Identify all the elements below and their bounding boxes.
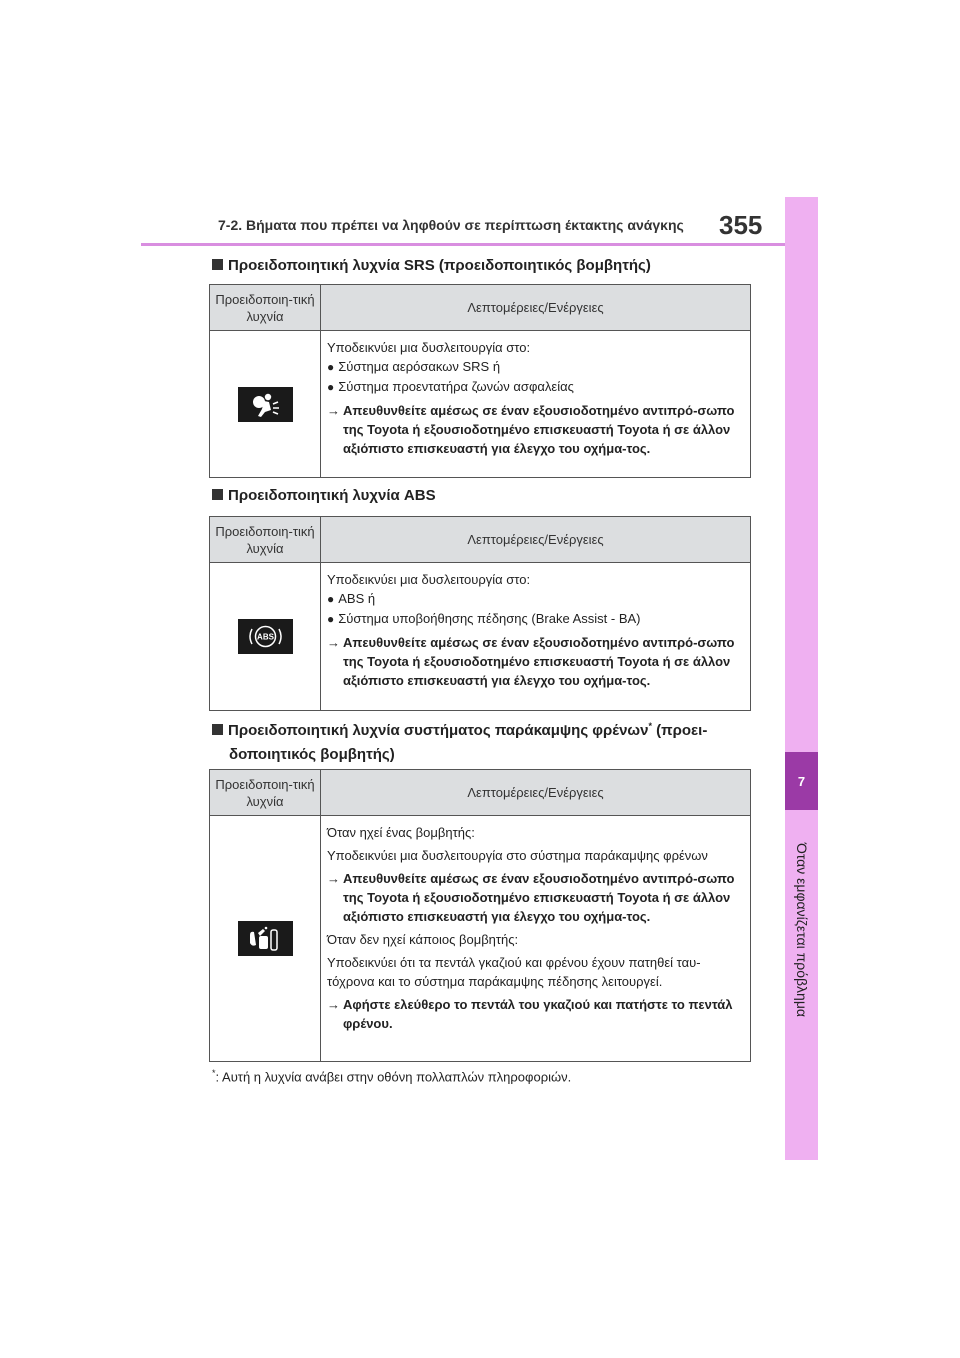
page-number: 355 (719, 210, 763, 240)
bullet-item: ● Σύστημα υποβοήθησης πέδησης (Brake Assist - BA) (327, 609, 746, 629)
column-header-warning-light: Προειδοποιη-τική λυχνία (210, 285, 321, 331)
column-header-warning-light: Προειδοποιη-τική λυχνία (210, 770, 321, 816)
abs-warning-table (209, 516, 751, 711)
section-heading-brake-override: Προειδοποιητική λυχνία συστήματος παράκαμψης φρένων* (προει- δοποιητικός βομβητής) (212, 715, 707, 766)
section-heading-abs: Προειδοποιητική λυχνία ABS (212, 485, 436, 507)
svg-text:ABS: ABS (256, 632, 274, 642)
case-text: Υποδεικνύει ότι τα πεντάλ γκαζιού και φρένου έχουν πατηθεί ταυ-τόχρονα και το σύστημα παράκαμψης πέδησης λειτουργεί. (327, 955, 701, 989)
column-header-details: Λεπτομέρειες/Ενέργειες (321, 517, 751, 563)
details-cell (321, 563, 751, 711)
header-divider (141, 243, 785, 246)
bullet-item: ● Σύστημα αερόσακων SRS ή (327, 357, 746, 377)
brake-override-warning-icon (238, 921, 293, 956)
action-text: → Απευθυνθείτε αμέσως σε έναν εξουσιοδοτημένο αντιπρό-σωπο της Toyota ή εξουσιοδοτημένο επισκευαστή Toyota ή σε άλλον αξιόπιστο επισκευαστή για έλεγχο του οχήμα-τος. (327, 635, 735, 688)
square-bullet-icon (212, 259, 223, 270)
chapter-label: Όταν εμφανίζεται πρόβλημα (794, 843, 810, 1017)
airbag-warning-icon (238, 387, 293, 422)
column-header-details: Λεπτομέρειες/Ενέργειες (321, 770, 751, 816)
column-header-details: Λεπτομέρειες/Ενέργειες (321, 285, 751, 331)
section-heading-srs: Προειδοποιητική λυχνία SRS (προειδοποιητικός βομβητής) (212, 255, 651, 277)
details-cell (321, 331, 751, 478)
intro-text: Υποδεικνύει μια δυσλειτουργία στο: (327, 572, 531, 587)
case-title: Όταν δεν ηχεί κάποιος βομβητής: (327, 932, 519, 947)
chapter-number: 7 (785, 752, 818, 810)
footnote: *: Αυτή η λυχνία ανάβει στην οθόνη πολλαπλών πληροφοριών. (212, 1068, 572, 1085)
abs-warning-icon (238, 619, 293, 654)
icon-cell (210, 331, 321, 478)
brake-override-warning-table (209, 769, 751, 1062)
icon-cell (210, 816, 321, 1062)
action-text: → Απευθυνθείτε αμέσως σε έναν εξουσιοδοτημένο αντιπρό-σωπο της Toyota ή εξουσιοδοτημένο επισκευαστή Toyota ή σε άλλον αξιόπιστο επισκευαστή για έλεγχο του οχήμα-τος. (327, 403, 735, 456)
case-title: Όταν ηχεί ένας βομβητής: (327, 825, 475, 840)
intro-text: Υποδεικνύει μια δυσλειτουργία στο: (327, 340, 531, 355)
action-text: → Απευθυνθείτε αμέσως σε έναν εξουσιοδοτημένο αντιπρό-σωπο της Toyota ή εξουσιοδοτημένο επισκευαστή Toyota ή σε άλλον αξιόπιστο επισκευαστή για έλεγχο του οχήμα-τος. (327, 871, 735, 924)
srs-warning-table (209, 284, 751, 478)
action-text: → Αφήστε ελεύθερο το πεντάλ του γκαζιού και πατήστε το πεντάλ φρένου. (327, 997, 733, 1031)
bullet-item: ● ABS ή (327, 589, 746, 609)
case-text: Υποδεικνύει μια δυσλειτουργία στο σύστημα παράκαμψης φρένων (327, 848, 708, 863)
section-title: 7-2. Βήματα που πρέπει να ληφθούν σε περίπτωση έκτακτης ανάγκης (218, 217, 684, 233)
bullet-item: ● Σύστημα προεντατήρα ζωνών ασφαλείας (327, 377, 746, 397)
column-header-warning-light: Προειδοποιη-τική λυχνία (210, 517, 321, 563)
icon-cell (210, 563, 321, 711)
details-cell (321, 816, 751, 1062)
square-bullet-icon (212, 724, 223, 735)
square-bullet-icon (212, 489, 223, 500)
